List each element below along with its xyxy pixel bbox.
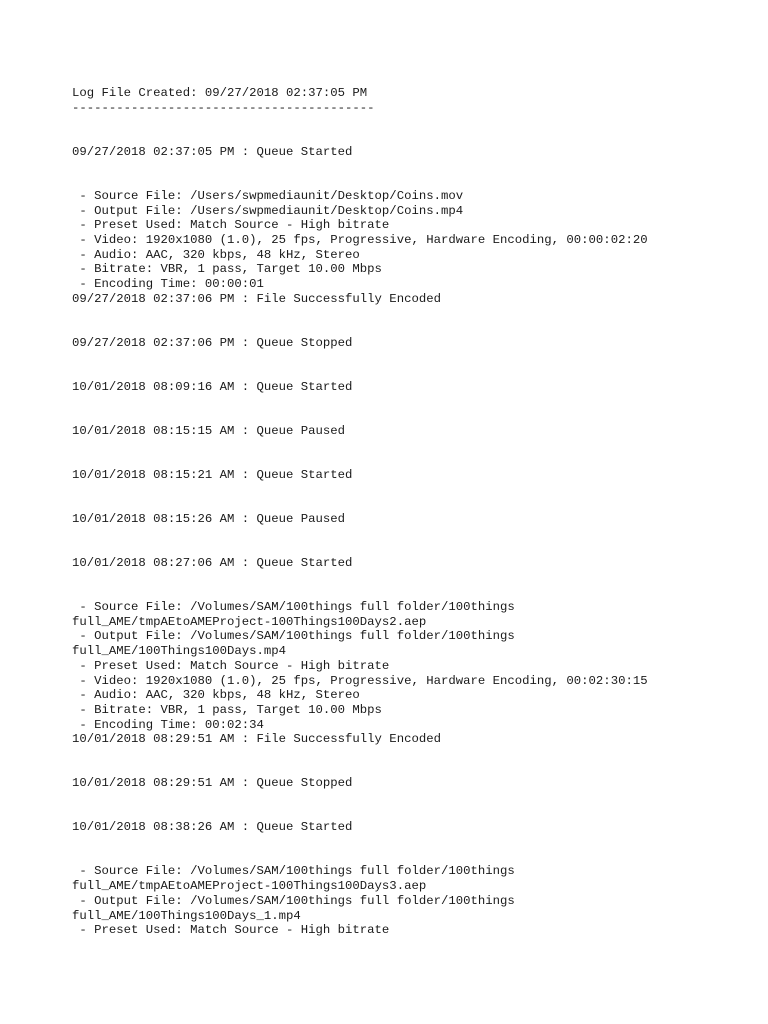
log-detail-line: - Encoding Time: 00:02:34: [72, 717, 264, 732]
spacer: [72, 483, 752, 498]
log-detail-line: full_AME/tmpAEtoAMEProject-100Things100Days3.aep: [72, 879, 427, 894]
log-detail-line: - Source File: /Volumes/SAM/100things full folder/100things: [72, 600, 515, 615]
spacer: [72, 835, 752, 850]
log-event-line: 10/01/2018 08:38:26 AM : Queue Started: [72, 820, 353, 835]
log-event-line: 10/01/2018 08:29:51 AM : Queue Stopped: [72, 776, 353, 791]
log-detail-line: - Output File: /Volumes/SAM/100things full folder/100things: [72, 629, 515, 644]
log-detail-line: - Video: 1920x1080 (1.0), 25 fps, Progressive, Hardware Encoding, 00:02:30:15: [72, 673, 648, 688]
spacer: [72, 762, 752, 777]
log-event-line: 09/27/2018 02:37:05 PM : Queue Started: [72, 144, 353, 159]
log-created-line: Log File Created: 09/27/2018 02:37:05 PM: [72, 86, 368, 100]
log-detail-line: - Preset Used: Match Source - High bitrate: [72, 658, 390, 673]
spacer: [72, 497, 752, 512]
spacer: [72, 115, 752, 130]
log-detail-line: - Source File: /Volumes/SAM/100things full folder/100things: [72, 864, 515, 879]
log-detail-line: - Preset Used: Match Source - High bitrate: [72, 218, 390, 233]
spacer: [72, 394, 752, 409]
log-event-line: 10/01/2018 08:15:15 AM : Queue Paused: [72, 423, 346, 438]
spacer: [72, 585, 752, 600]
spacer: [72, 306, 752, 321]
log-event-line: 09/27/2018 02:37:06 PM : Queue Stopped: [72, 335, 353, 350]
log-detail-line: - Output File: /Volumes/SAM/100things full folder/100things: [72, 893, 515, 908]
spacer: [72, 747, 752, 762]
spacer: [72, 321, 752, 336]
log-detail-line: full_AME/100Things100Days.mp4: [72, 644, 287, 659]
log-event-line: 10/01/2018 08:15:21 AM : Queue Started: [72, 467, 353, 482]
spacer: [72, 409, 752, 424]
log-detail-line: full_AME/100Things100Days_1.mp4: [72, 908, 301, 923]
log-document: [72, 86, 752, 938]
log-event-line: 10/01/2018 08:27:06 AM : Queue Started: [72, 556, 353, 570]
log-detail-line: full_AME/tmpAEtoAMEProject-100Things100Days2.aep: [72, 614, 427, 629]
log-detail-line: - Video: 1920x1080 (1.0), 25 fps, Progressive, Hardware Encoding, 00:00:02:20: [72, 232, 648, 247]
header-rule: -----------------------------------------: [72, 100, 375, 115]
log-detail-line: - Preset Used: Match Source - High bitrate: [72, 923, 390, 938]
log-event-line: 10/01/2018 08:29:51 AM : File Successfully Encoded: [72, 732, 441, 747]
log-event-line: 10/01/2018 08:15:26 AM : Queue Paused: [72, 511, 346, 526]
spacer: [72, 571, 752, 586]
log-event-line: 10/01/2018 08:09:16 AM : Queue Started: [72, 379, 353, 394]
spacer: [72, 365, 752, 380]
log-detail-line: - Audio: AAC, 320 kbps, 48 kHz, Stereo: [72, 247, 360, 262]
spacer: [72, 159, 752, 174]
spacer: [72, 174, 752, 189]
log-detail-line: - Output File: /Users/swpmediaunit/Desktop/Coins.mp4: [72, 203, 464, 218]
log-detail-line: - Encoding Time: 00:00:01: [72, 276, 264, 291]
spacer: [72, 439, 752, 454]
spacer: [72, 541, 752, 556]
spacer: [72, 791, 752, 806]
log-detail-line: - Bitrate: VBR, 1 pass, Target 10.00 Mbps: [72, 702, 382, 717]
spacer: [72, 527, 752, 542]
spacer: [72, 453, 752, 468]
log-detail-line: - Audio: AAC, 320 kbps, 48 kHz, Stereo: [72, 688, 360, 703]
log-event-line: 09/27/2018 02:37:06 PM : File Successfully Encoded: [72, 291, 441, 306]
spacer: [72, 130, 752, 145]
spacer: [72, 850, 752, 865]
log-detail-line: - Source File: /Users/swpmediaunit/Desktop/Coins.mov: [72, 188, 464, 203]
log-detail-line: - Bitrate: VBR, 1 pass, Target 10.00 Mbps: [72, 262, 382, 277]
spacer: [72, 806, 752, 821]
spacer: [72, 350, 752, 365]
